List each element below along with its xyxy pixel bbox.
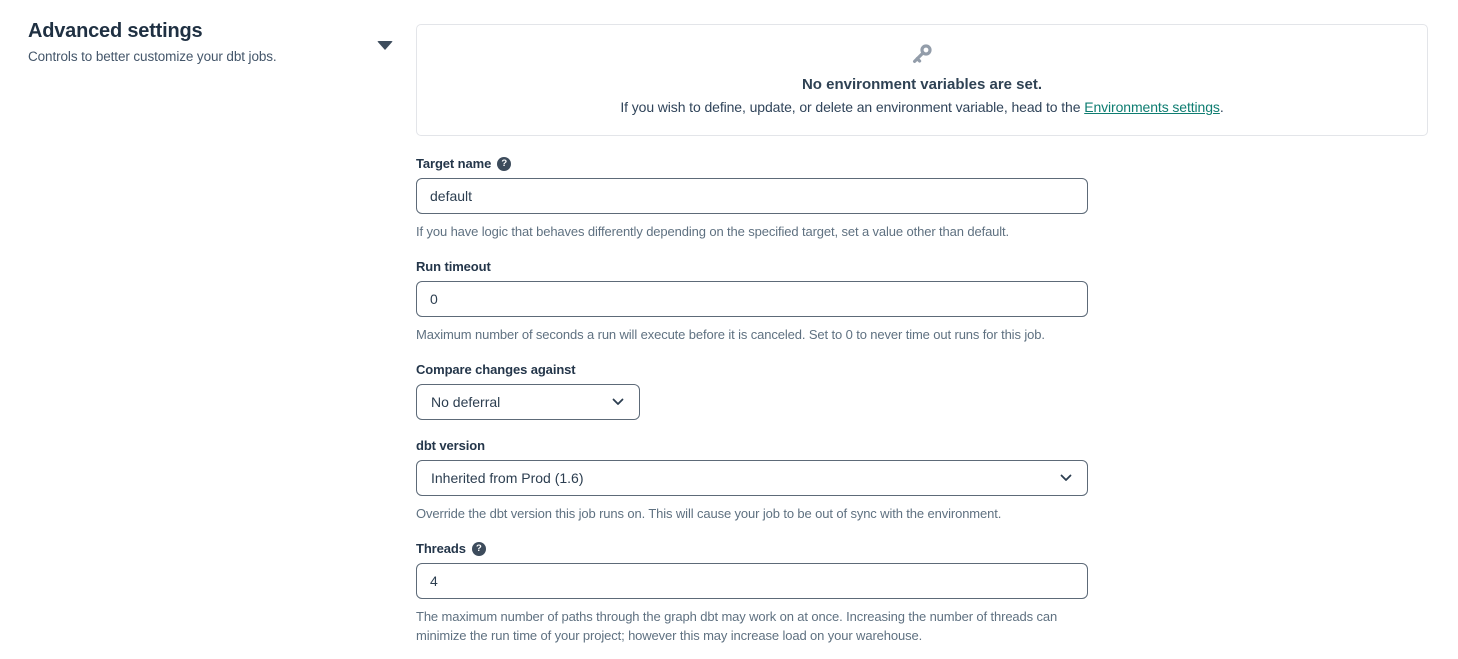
compare-changes-select[interactable]: [416, 384, 640, 420]
help-icon[interactable]: ?: [497, 157, 511, 171]
compare-changes-selected-value: No deferral: [431, 394, 501, 410]
compare-changes-label-row: [416, 362, 1088, 377]
target-name-field: [416, 156, 1088, 241]
env-vars-empty-body: [441, 99, 1403, 115]
env-vars-body-suffix: .: [1219, 99, 1224, 115]
collapse-caret-icon[interactable]: [377, 41, 393, 50]
compare-changes-field: [416, 362, 1088, 420]
run-timeout-label-row: [416, 259, 1088, 274]
run-timeout-helper: Maximum number of seconds a run will execute before it is canceled. Set to 0 to never time out runs for this job.: [416, 327, 1045, 342]
chevron-down-icon: [611, 395, 625, 409]
threads-label-row: [416, 541, 1088, 556]
advanced-settings-form: [416, 156, 1088, 645]
threads-input[interactable]: [416, 563, 1088, 599]
threads-field: [416, 541, 1088, 645]
chevron-down-icon: [1059, 471, 1073, 485]
env-vars-body-prefix: If you wish to define, update, or delete an environment variable, head to the: [620, 99, 1085, 115]
target-name-label: Target name: [416, 156, 492, 171]
page-subtitle: Controls to better customize your dbt jobs.: [28, 49, 277, 64]
section-header: [28, 20, 388, 64]
target-name-label-row: [416, 156, 1088, 171]
settings-panel: [416, 24, 1428, 645]
target-name-input[interactable]: [416, 178, 1088, 214]
key-icon: [910, 42, 934, 66]
dbt-version-select[interactable]: [416, 460, 1088, 496]
environments-settings-link[interactable]: Environments settings: [1084, 99, 1220, 115]
run-timeout-label: Run timeout: [416, 259, 491, 274]
page-title: Advanced settings: [28, 20, 203, 42]
env-vars-empty-title: No environment variables are set.: [801, 76, 1043, 93]
run-timeout-input[interactable]: [416, 281, 1088, 317]
run-timeout-field: [416, 259, 1088, 344]
dbt-version-field: [416, 438, 1088, 523]
compare-changes-label: Compare changes against: [416, 362, 576, 377]
env-vars-empty-state-card: [416, 24, 1428, 136]
threads-helper: The maximum number of paths through the graph dbt may work on at once. Increasing the number of threads can minimize the run time of your project; however this may increase load on your warehouse.: [416, 609, 1058, 643]
target-name-helper: If you have logic that behaves differently depending on the specified target, set a value other than default.: [416, 224, 1010, 239]
help-icon[interactable]: ?: [472, 542, 486, 556]
dbt-version-label-row: [416, 438, 1088, 453]
threads-label: Threads: [416, 541, 466, 556]
dbt-version-label: dbt version: [416, 438, 485, 453]
dbt-version-helper: Override the dbt version this job runs on. This will cause your job to be out of sync with the environment.: [416, 506, 1002, 521]
dbt-version-selected-value: Inherited from Prod (1.6): [431, 470, 584, 486]
